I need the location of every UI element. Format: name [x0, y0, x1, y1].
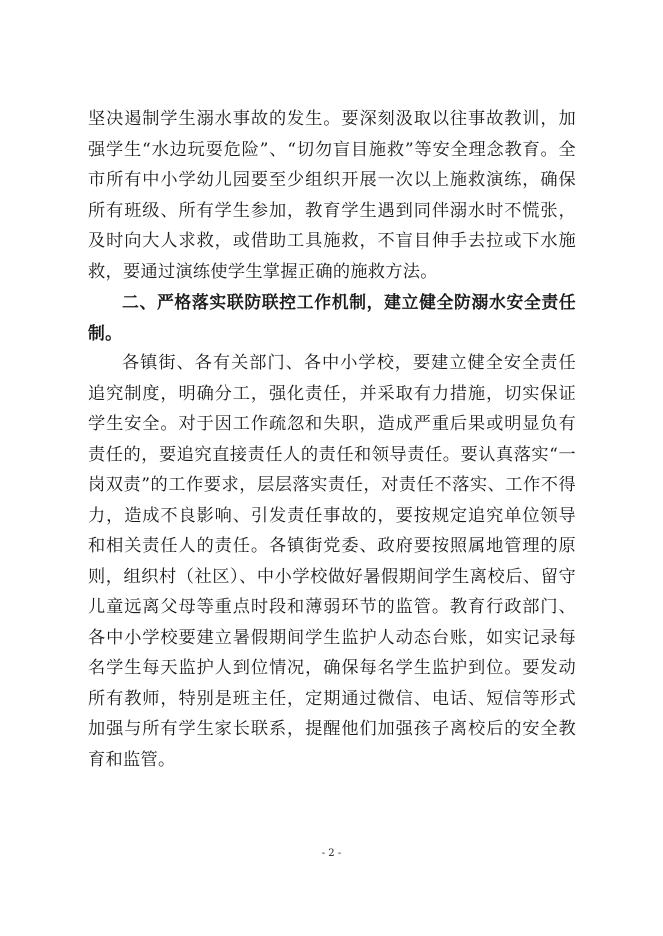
document-body: [88, 104, 576, 775]
paragraph-continuation: 坚决遏制学生溺水事故的发生。要深刻汲取以往事故教训，加强学生“水边玩耍危险”、“切勿盲目施救”等安全理念教育。全市所有中小学幼儿园要至少组织开展一次以上施救演练，确保所有班级、所有学生参加，教育学生遇到同伴溺水时不慌张，及时向大人求救，或借助工具施救，不盲目伸手去拉或下水施救，要通过演练使学生掌握正确的施救方法。: [88, 109, 576, 282]
section-heading: 二、严格落实联防联控工作机制，建立健全防溺水安全责任制。: [88, 292, 576, 343]
paragraph-body: 各镇街、各有关部门、各中小学校，要建立健全安全责任追究制度，明确分工，强化责任，并采取有力措施，切实保证学生安全。对于因工作疏忽和失职，造成严重后果或明显负有责任的，要追究直接责任人的责任和领导责任。要认真落实“一岗双责”的工作要求，层层落实责任，对责任不落实、工作不得力，造成不良影响、引发责任事故的，要按规定追究单位领导和相关责任人的责任。各镇街党委、政府要按照属地管理的原则，组织村（社区）、中小学校做好暑假期间学生离校后、留守儿童远离父母等重点时段和薄弱环节的监管。教育行政部门、各中小学校要建立暑假期间学生监护人动态台账，如实记录每名学生每天监护人到位情况，确保每名学生监护到位。要发动所有教师，特别是班主任，定期通过微信、电话、短信等形式加强与所有学生家长联系，提醒他们加强孩子离校后的安全教育和监管。: [88, 353, 576, 770]
page-number: - 2 -: [321, 848, 342, 859]
